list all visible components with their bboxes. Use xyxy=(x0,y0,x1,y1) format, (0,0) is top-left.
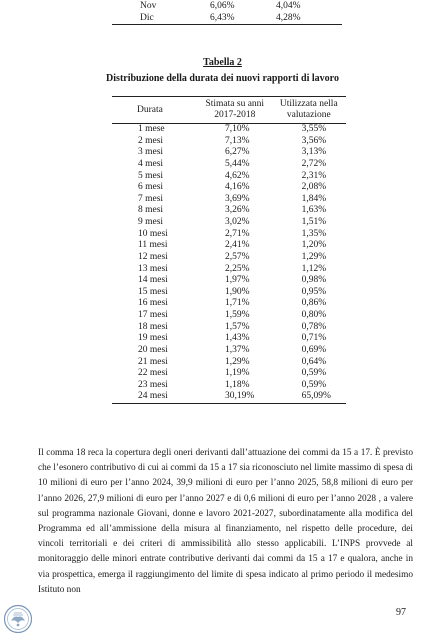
cell-utilizzata: 2,72% xyxy=(301,158,327,169)
table-row xyxy=(112,252,346,264)
cell-stimata: 1,19% xyxy=(224,368,250,379)
cell-durata: 9 mesi xyxy=(138,217,164,228)
cell-stimata: 1,97% xyxy=(224,275,250,286)
cell-durata: 22 mesi xyxy=(138,368,168,379)
cell-stimata: 1,37% xyxy=(224,344,250,355)
table-row xyxy=(112,275,346,287)
cell-stimata: 7,10% xyxy=(224,124,250,135)
cell-utilizzata: 65,09% xyxy=(272,391,346,403)
cell-stimata: 3,26% xyxy=(224,205,250,216)
cell-stimata: 1,29% xyxy=(224,356,250,367)
cell-stimata: 2,71% xyxy=(224,228,250,239)
cell-durata: 21 mesi xyxy=(138,356,168,367)
table-row xyxy=(112,124,346,136)
cell-stimata: 30,19% xyxy=(198,391,272,403)
cell-durata: 20 mesi xyxy=(138,344,168,355)
cell-utilizzata: 0,64% xyxy=(301,356,327,367)
cell-durata: 23 mesi xyxy=(138,379,168,390)
table-row xyxy=(112,229,346,241)
table-cell: 6,43% xyxy=(210,12,276,25)
table-row xyxy=(112,171,346,183)
header-stimata: Stimata su anni 2017-2018 xyxy=(198,97,272,124)
cell-utilizzata: 1,51% xyxy=(301,217,327,228)
cell-stimata: 2,57% xyxy=(224,251,250,262)
cell-stimata: 3,69% xyxy=(224,193,250,204)
table-row xyxy=(112,264,346,276)
table-row xyxy=(112,0,342,12)
cell-utilizzata: 0,98% xyxy=(301,275,327,286)
table-row xyxy=(112,391,346,403)
table-row xyxy=(112,147,346,159)
table-cell: 6,06% xyxy=(210,1,235,11)
cell-utilizzata: 1,63% xyxy=(301,205,327,216)
cell-durata: 5 mesi xyxy=(138,170,164,181)
cell-durata: 8 mesi xyxy=(138,205,164,216)
cell-utilizzata: 0,59% xyxy=(301,379,327,390)
table-row xyxy=(112,333,346,345)
table-row xyxy=(112,217,346,229)
cell-utilizzata: 2,08% xyxy=(301,182,327,193)
cell-durata: 17 mesi xyxy=(138,310,168,321)
cell-stimata: 4,62% xyxy=(224,170,250,181)
cell-durata: 13 mesi xyxy=(138,263,168,274)
cell-stimata: 1,57% xyxy=(224,321,250,332)
cell-utilizzata: 3,13% xyxy=(301,147,327,158)
table-cell: 4,28% xyxy=(276,12,342,25)
table-row xyxy=(112,310,346,322)
cell-stimata: 1,59% xyxy=(224,310,250,321)
cell-utilizzata: 0,69% xyxy=(301,344,327,355)
cell-durata: 24 mesi xyxy=(112,391,198,403)
cell-utilizzata: 0,78% xyxy=(301,321,327,332)
cell-stimata: 6,27% xyxy=(224,147,250,158)
header-utilizzata: Utilizzata nella valutazione xyxy=(272,97,346,124)
cell-durata: 15 mesi xyxy=(138,286,168,297)
cell-durata: 6 mesi xyxy=(138,182,164,193)
cell-stimata: 3,02% xyxy=(224,217,250,228)
cell-durata: 16 mesi xyxy=(138,298,168,309)
cell-stimata: 2,41% xyxy=(224,240,250,251)
cell-utilizzata: 1,12% xyxy=(301,263,327,274)
cell-durata: 4 mesi xyxy=(138,158,164,169)
cell-durata: 10 mesi xyxy=(138,228,168,239)
cell-utilizzata: 0,71% xyxy=(301,333,327,344)
cell-stimata: 2,25% xyxy=(224,263,250,274)
cell-utilizzata: 3,55% xyxy=(301,124,327,135)
header-durata: Durata xyxy=(112,97,198,124)
table-row xyxy=(112,182,346,194)
table-row xyxy=(112,345,346,357)
table-cell: Nov xyxy=(140,1,157,11)
cell-utilizzata: 0,95% xyxy=(301,286,327,297)
cell-durata: 3 mesi xyxy=(138,147,164,158)
table-row xyxy=(112,322,346,334)
cell-utilizzata: 2,31% xyxy=(301,170,327,181)
cell-stimata: 7,13% xyxy=(224,135,250,146)
cell-utilizzata: 1,20% xyxy=(301,240,327,251)
table-row xyxy=(112,380,346,392)
table-row xyxy=(112,357,346,369)
cell-utilizzata: 0,86% xyxy=(301,298,327,309)
table-row xyxy=(112,136,346,148)
table-row xyxy=(112,368,346,380)
cell-durata: 1 mese xyxy=(138,124,165,135)
cell-utilizzata: 1,84% xyxy=(301,193,327,204)
table-row xyxy=(112,240,346,252)
table-row xyxy=(112,287,346,299)
cell-utilizzata: 1,35% xyxy=(301,228,327,239)
table-caption: Distribuzione della durata dei nuovi rapporti di lavoro xyxy=(106,73,339,84)
cell-durata: 7 mesi xyxy=(138,193,164,204)
cell-utilizzata: 0,59% xyxy=(301,368,327,379)
cell-utilizzata: 3,56% xyxy=(301,135,327,146)
cell-stimata: 5,44% xyxy=(224,158,250,169)
cell-durata: 11 mesi xyxy=(138,240,168,251)
table-cell: Dic xyxy=(112,12,210,25)
cell-durata: 2 mesi xyxy=(138,135,164,146)
cell-durata: 18 mesi xyxy=(138,321,168,332)
previous-table-fragment xyxy=(112,0,342,25)
page-number: 97 xyxy=(396,607,406,618)
table-header-row xyxy=(112,97,346,124)
cell-utilizzata: 0,80% xyxy=(301,310,327,321)
cell-stimata: 1,71% xyxy=(224,298,250,309)
table-label: Tabella 2 xyxy=(203,57,242,68)
cell-durata: 14 mesi xyxy=(138,275,168,286)
table-cell: 4,04% xyxy=(276,1,301,11)
cell-stimata: 1,18% xyxy=(224,379,250,390)
seal-logo-icon xyxy=(3,604,33,634)
table-row xyxy=(112,12,342,25)
body-paragraph: Il comma 18 reca la copertura degli oneri derivanti dall’attuazione dei commi da 15 a 17. È previsto che l’esonero contributivo di cui ai commi da 15 a 17 sia riconosciuto nel limite massimo di spesa di 10 milioni di euro per l’anno 2024, 39,9 milioni di euro per l’anno 2025, 58,8 milioni di euro per l’anno 2026, 27,9 milioni di euro per l’anno 2027 e di 0,6 milioni di euro per l’anno 2028 , a valere sul programma nazionale Giovani, donne e lavoro 2021-2027, subordinatamente alla modifica del Programma ed all’ammissione della misura al finanziamento, nel rispetto delle procedure, dei vincoli territoriali e dei criteri di ammissibilità allo stesso applicabili. L’INPS provvede al monitoraggio delle minori entrate contributive derivanti dai commi da 15 a 17 e qualora, anche in via prospettica, emerga il raggiungimento del limite di spesa indicato al primo periodo il medesimo Istituto non xyxy=(38,448,413,595)
table-row xyxy=(112,298,346,310)
cell-stimata: 4,16% xyxy=(224,182,250,193)
cell-stimata: 1,43% xyxy=(224,333,250,344)
cell-utilizzata: 1,29% xyxy=(301,251,327,262)
table-row xyxy=(112,194,346,206)
cell-durata: 19 mesi xyxy=(138,333,168,344)
cell-durata: 12 mesi xyxy=(138,251,168,262)
duration-distribution-table xyxy=(112,96,346,404)
table-row xyxy=(112,159,346,171)
table-row xyxy=(112,205,346,217)
cell-stimata: 1,90% xyxy=(224,286,250,297)
